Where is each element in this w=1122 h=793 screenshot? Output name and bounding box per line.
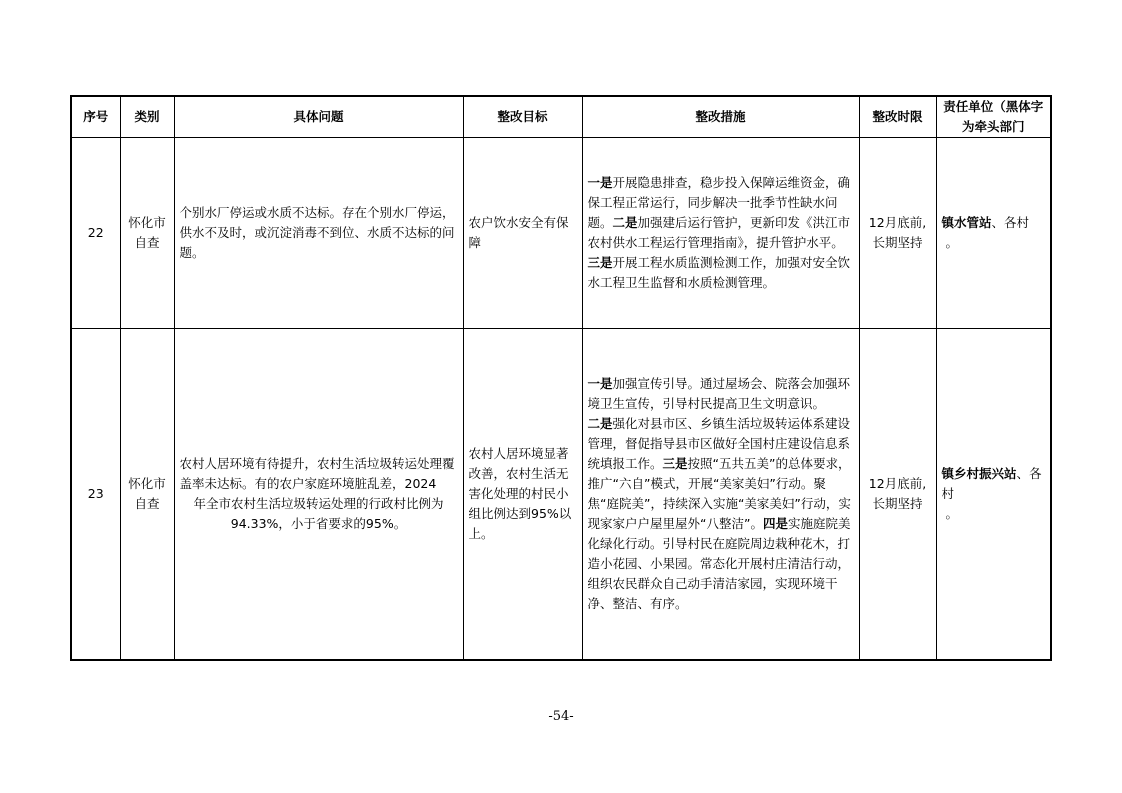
- measure-text: 实施庭院美化绿化行动。引导村民在庭院周边栽种花木，打造小花园、小果园。常态化开展村庄清洁行动，组织农民群众自己动手清洁家园，实现环境干净、整洁、有序。: [587, 516, 851, 611]
- other-department: 、各村: [991, 215, 1030, 230]
- table-header-row: [71, 96, 1051, 138]
- table-row: [71, 138, 1051, 329]
- header-problem: 具体问题: [174, 96, 463, 138]
- other-department: 、各村: [941, 466, 1042, 501]
- header-measures: 整改措施: [582, 96, 859, 138]
- measure-text: 强化对县市区、乡镇生活垃圾转运体系建设管理，督促指导县市区做好全国村庄建设信息系统填报工作。: [587, 416, 851, 471]
- measure-text: 开展隐患排查，稳步投入保障运维资金，确保工程正常运行，同步解决一批季节性缺水问题。: [587, 175, 851, 230]
- measure-label: 一是: [587, 175, 613, 190]
- responsible-end: 。: [945, 506, 959, 521]
- measure-text: 开展工程水质监测检测工作，加强对安全饮水工程卫生监督和水质检测管理。: [587, 255, 851, 290]
- category-line: 自查: [134, 496, 160, 511]
- measure-label: 一是: [587, 376, 613, 391]
- measure-text: 按照“五共五美”的总体要求，推广“六自”模式，开展“美家美妇”行动。聚焦“庭院美”，持续深入实施“美家美妇”行动，实现家家户户屋里屋外“八整洁”。: [587, 456, 851, 531]
- measure-label: 四是: [762, 516, 788, 531]
- category-line: 怀化市: [128, 476, 166, 491]
- measure-label: 二是: [587, 416, 613, 431]
- category-line: 怀化市: [128, 215, 166, 230]
- row-category: [120, 138, 174, 329]
- lead-department: 镇水管站: [941, 215, 992, 230]
- row-problem: [174, 329, 463, 661]
- problem-text: 94.33%，小于省要求的95%。: [230, 516, 407, 531]
- measure-label: 二是: [612, 215, 638, 230]
- header-responsible-line1: 责任单位（黑体字: [943, 99, 1044, 114]
- table-row: [71, 329, 1051, 661]
- row-measures: [582, 329, 859, 661]
- category-line: 自查: [134, 235, 160, 250]
- header-no: 序号: [71, 96, 120, 138]
- deadline-line: 12月底前,: [868, 476, 927, 491]
- row-responsible: [936, 329, 1051, 661]
- row-measures: [582, 138, 859, 329]
- row-no: 22: [71, 138, 120, 329]
- deadline-line: 12月底前,: [868, 215, 927, 230]
- deadline-line: 长期坚持: [872, 235, 923, 250]
- page-number: -54-: [548, 709, 574, 724]
- problem-text: 年全市农村生活垃圾转运处理的行政村比例为: [193, 496, 444, 511]
- row-deadline: [859, 329, 936, 661]
- row-responsible: [936, 138, 1051, 329]
- row-goal: 农村人居环境显著改善，农村生活无害化处理的村民小组比例达到95%以上。: [463, 329, 582, 661]
- measure-text: 加强宣传引导。通过屋场会、院落会加强环境卫生宣传，引导村民提高卫生文明意识。: [587, 376, 851, 411]
- header-goal: 整改目标: [463, 96, 582, 138]
- header-deadline: 整改时限: [859, 96, 936, 138]
- measure-label: 三是: [587, 255, 613, 270]
- lead-department: 镇乡村振兴站: [941, 466, 1017, 481]
- measure-label: 三是: [662, 456, 688, 471]
- deadline-line: 长期坚持: [872, 496, 923, 511]
- measure-text: 加强建后运行管护，更新印发《洪江市农村供水工程运行管理指南》，提升管护水平。: [587, 215, 851, 250]
- header-category: 类别: [120, 96, 174, 138]
- responsible-end: 。: [945, 235, 959, 250]
- row-goal: 农户饮水安全有保障: [463, 138, 582, 329]
- row-problem: 个别水厂停运或水质不达标。存在个别水厂停运，供水不及时，或沉淀消毒不到位、水质不达标的问题。: [174, 138, 463, 329]
- header-responsible-line2: 为牵头部门: [961, 119, 1025, 134]
- rectification-table: [70, 95, 1052, 661]
- row-deadline: [859, 138, 936, 329]
- problem-text: 农村人居环境有待提升，农村生活垃圾转运处理覆盖率未达标。有的农户家庭环境脏乱差，2024: [179, 456, 455, 491]
- row-no: 23: [71, 329, 120, 661]
- header-responsible: [936, 96, 1051, 138]
- row-category: [120, 329, 174, 661]
